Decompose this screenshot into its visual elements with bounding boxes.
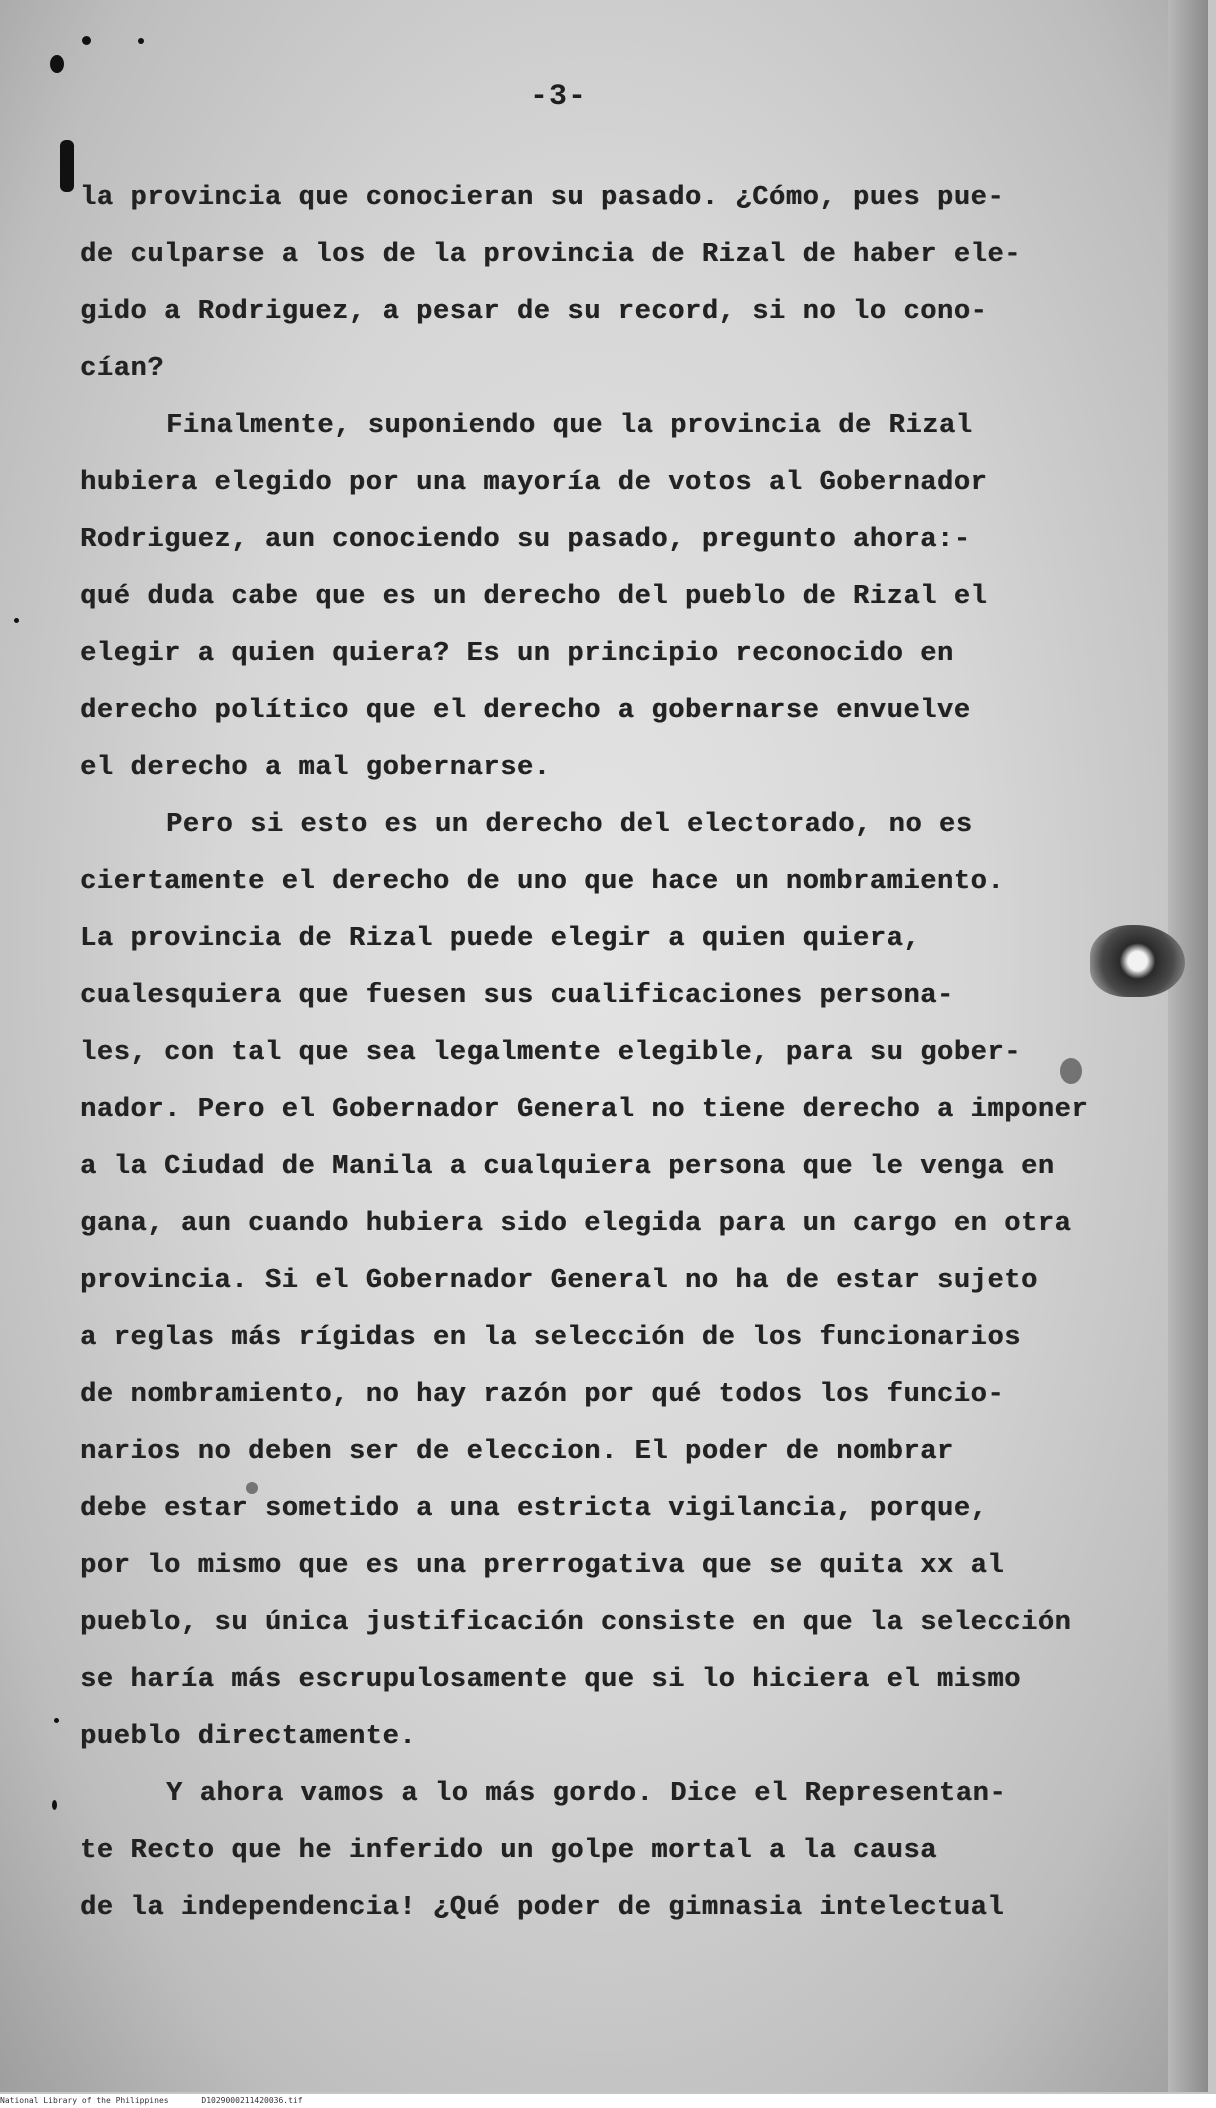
scan-footer bbox=[0, 2094, 1216, 2108]
page-edge-shadow bbox=[1168, 0, 1208, 2092]
text-line: derecho político que el derecho a gobernarse envuelve bbox=[80, 696, 971, 726]
text-line: les, con tal que sea legalmente elegible, para su gober- bbox=[80, 1038, 1021, 1068]
text-line: pueblo, su única justificación consiste en que la selección bbox=[80, 1608, 1072, 1638]
text-line: de nombramiento, no hay razón por qué todos los funcio- bbox=[80, 1380, 1005, 1410]
ink-spot bbox=[54, 1718, 59, 1723]
text-line: te Recto que he inferido un golpe mortal a la causa bbox=[80, 1836, 937, 1866]
text-line: qué duda cabe que es un derecho del pueblo de Rizal el bbox=[80, 582, 988, 612]
text-line: el derecho a mal gobernarse. bbox=[80, 753, 551, 783]
text-line: narios no deben ser de eleccion. El poder de nombrar bbox=[80, 1437, 954, 1467]
text-line: pueblo directamente. bbox=[80, 1722, 417, 1752]
text-line: gana, aun cuando hubiera sido elegida para un cargo en otra bbox=[80, 1209, 1072, 1239]
text-line: de la independencia! ¿Qué poder de gimnasia intelectual bbox=[80, 1893, 1005, 1923]
page-number: -3- bbox=[530, 80, 588, 114]
text-line: Rodriguez, aun conociendo su pasado, pregunto ahora:- bbox=[80, 525, 971, 555]
footer-institution: National Library of the Philippines bbox=[0, 2096, 169, 2105]
text-line: de culparse a los de la provincia de Rizal de haber ele- bbox=[80, 240, 1021, 270]
text-line: hubiera elegido por una mayoría de votos al Gobernador bbox=[80, 468, 988, 498]
paragraph-start-line: Pero si esto es un derecho del electorado, no es bbox=[166, 810, 973, 840]
text-line: gido a Rodriguez, a pesar de su record, si no lo cono- bbox=[80, 297, 988, 327]
paragraph-start-line: Finalmente, suponiendo que la provincia de Rizal bbox=[166, 411, 973, 441]
text-line: a reglas más rígidas en la selección de los funcionarios bbox=[80, 1323, 1021, 1353]
typed-text-body bbox=[80, 170, 1140, 1937]
ink-spot bbox=[138, 38, 144, 44]
text-line: nador. Pero el Gobernador General no tiene derecho a imponer bbox=[80, 1095, 1089, 1125]
text-line: cían? bbox=[80, 354, 165, 384]
text-line: debe estar sometido a una estricta vigilancia, porque, bbox=[80, 1494, 988, 1524]
footer-filename: D1029000211420036.tif bbox=[201, 2096, 303, 2105]
ink-spot bbox=[52, 1800, 57, 1810]
text-line: la provincia que conocieran su pasado. ¿Cómo, pues pue- bbox=[80, 183, 1005, 213]
ink-spot bbox=[60, 140, 74, 192]
text-line: por lo mismo que es una prerrogativa que se quita xx al bbox=[80, 1551, 1005, 1581]
paragraph-start-line: Y ahora vamos a lo más gordo. Dice el Representan- bbox=[166, 1779, 1007, 1809]
text-line: cualesquiera que fuesen sus cualificaciones persona- bbox=[80, 981, 954, 1011]
text-line: La provincia de Rizal puede elegir a quien quiera, bbox=[80, 924, 921, 954]
text-line: ciertamente el derecho de uno que hace un nombramiento. bbox=[80, 867, 1005, 897]
text-line: elegir a quien quiera? Es un principio reconocido en bbox=[80, 639, 954, 669]
ink-spot bbox=[82, 36, 91, 45]
text-line: provincia. Si el Gobernador General no ha de estar sujeto bbox=[80, 1266, 1038, 1296]
text-line: a la Ciudad de Manila a cualquiera persona que le venga en bbox=[80, 1152, 1055, 1182]
ink-spot bbox=[50, 55, 64, 73]
text-line: se haría más escrupulosamente que si lo hiciera el mismo bbox=[80, 1665, 1021, 1695]
ink-spot bbox=[14, 618, 19, 623]
